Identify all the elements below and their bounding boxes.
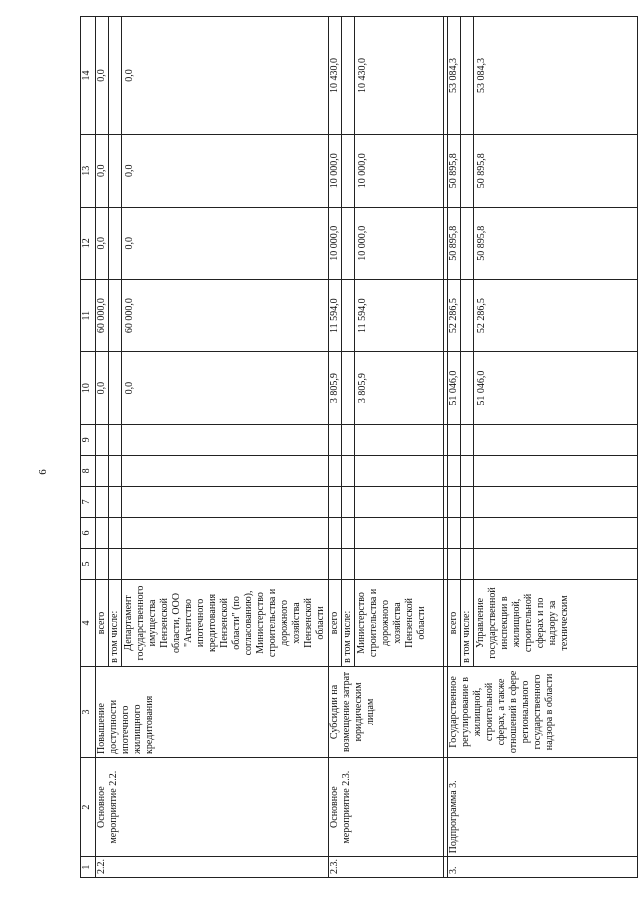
value-cell: 11 594,0 [355,279,444,351]
value-cell: 51 046,0 [474,352,638,424]
value-cell: 52 286,5 [474,279,638,351]
row-label: в том числе: [461,579,474,666]
column-number-row [81,17,96,878]
row-label: Департамент государственного имущества Пензенской области, ООО "Агентство ипотечного кредитования Пензенской области" (по согласованию), Министерство строительства и дорожного хозяйства Пензенской области [122,579,329,666]
value-cell: 60 000,0 [96,279,109,351]
row-label: в том числе: [342,579,355,666]
row-label: Министерство строительства и дорожного хозяйства Пензенской области [355,579,444,666]
col-header: 11 [81,279,96,351]
value-cell: 53 084,3 [448,17,461,135]
value-cell: 10 000,0 [355,207,444,279]
budget-table [80,16,638,878]
col-header: 14 [81,17,96,135]
row-label: в том числе: [109,579,122,666]
value-cell: 10 000,0 [329,207,342,279]
value-cell: 51 046,0 [448,352,461,424]
table-row [96,17,109,878]
value-cell: 10 430,0 [329,17,342,135]
value-cell: 0,0 [96,17,109,135]
value-cell: 0,0 [122,207,329,279]
value-cell: 50 895,8 [474,207,638,279]
page-number: 6 [36,469,49,475]
col-header: 3 [81,666,96,757]
value-cell: 50 895,8 [448,207,461,279]
col-header: 4 [81,579,96,666]
col-header: 12 [81,207,96,279]
value-cell: 10 430,0 [355,17,444,135]
value-cell: 60 000,0 [122,279,329,351]
row-label: всего [96,579,109,666]
col-header: 2 [81,757,96,856]
block-name: Подпрограмма 3. [448,757,638,856]
value-cell: 50 895,8 [448,135,461,207]
col-header: 6 [81,517,96,548]
value-cell: 53 084,3 [474,17,638,135]
col-header: 13 [81,135,96,207]
block-code: 2.3. [329,857,444,878]
rotated-table-wrapper [80,16,640,878]
row-label: всего [329,579,342,666]
value-cell: 0,0 [122,352,329,424]
block-description: Государственное регулирование в жилищной, строительной сферах, а также отношений в сфере регионального государственного надзора в области [448,666,638,757]
block-code: 3. [448,857,638,878]
value-cell: 0,0 [96,352,109,424]
table-row [329,17,342,878]
block-code: 2.2. [96,857,329,878]
value-cell: 10 000,0 [329,135,342,207]
col-header: 10 [81,352,96,424]
col-header: 1 [81,857,96,878]
row-label: Управление государственной инспекции в жилищной, строительной сферах и по надзору за техническим [474,579,638,666]
value-cell: 52 286,5 [448,279,461,351]
row-label: всего [448,579,461,666]
col-header: 9 [81,424,96,455]
table-row [448,17,461,878]
value-cell: 11 594,0 [329,279,342,351]
block-name: Основное мероприятие 2.3. [329,757,444,856]
col-header: 8 [81,455,96,486]
value-cell: 0,0 [122,17,329,135]
col-header: 7 [81,486,96,517]
value-cell: 0,0 [96,207,109,279]
block-name: Основное мероприятие 2.2. [96,757,329,856]
block-description: Субсидии на возмещение затрат юридическим лицам [329,666,444,757]
block-description: Повышение доступности ипотечного жилищного кредитования [96,666,329,757]
value-cell: 10 000,0 [355,135,444,207]
value-cell: 3 805,9 [355,352,444,424]
value-cell: 3 805,9 [329,352,342,424]
col-header: 5 [81,548,96,579]
value-cell: 0,0 [122,135,329,207]
value-cell: 50 895,8 [474,135,638,207]
value-cell: 0,0 [96,135,109,207]
